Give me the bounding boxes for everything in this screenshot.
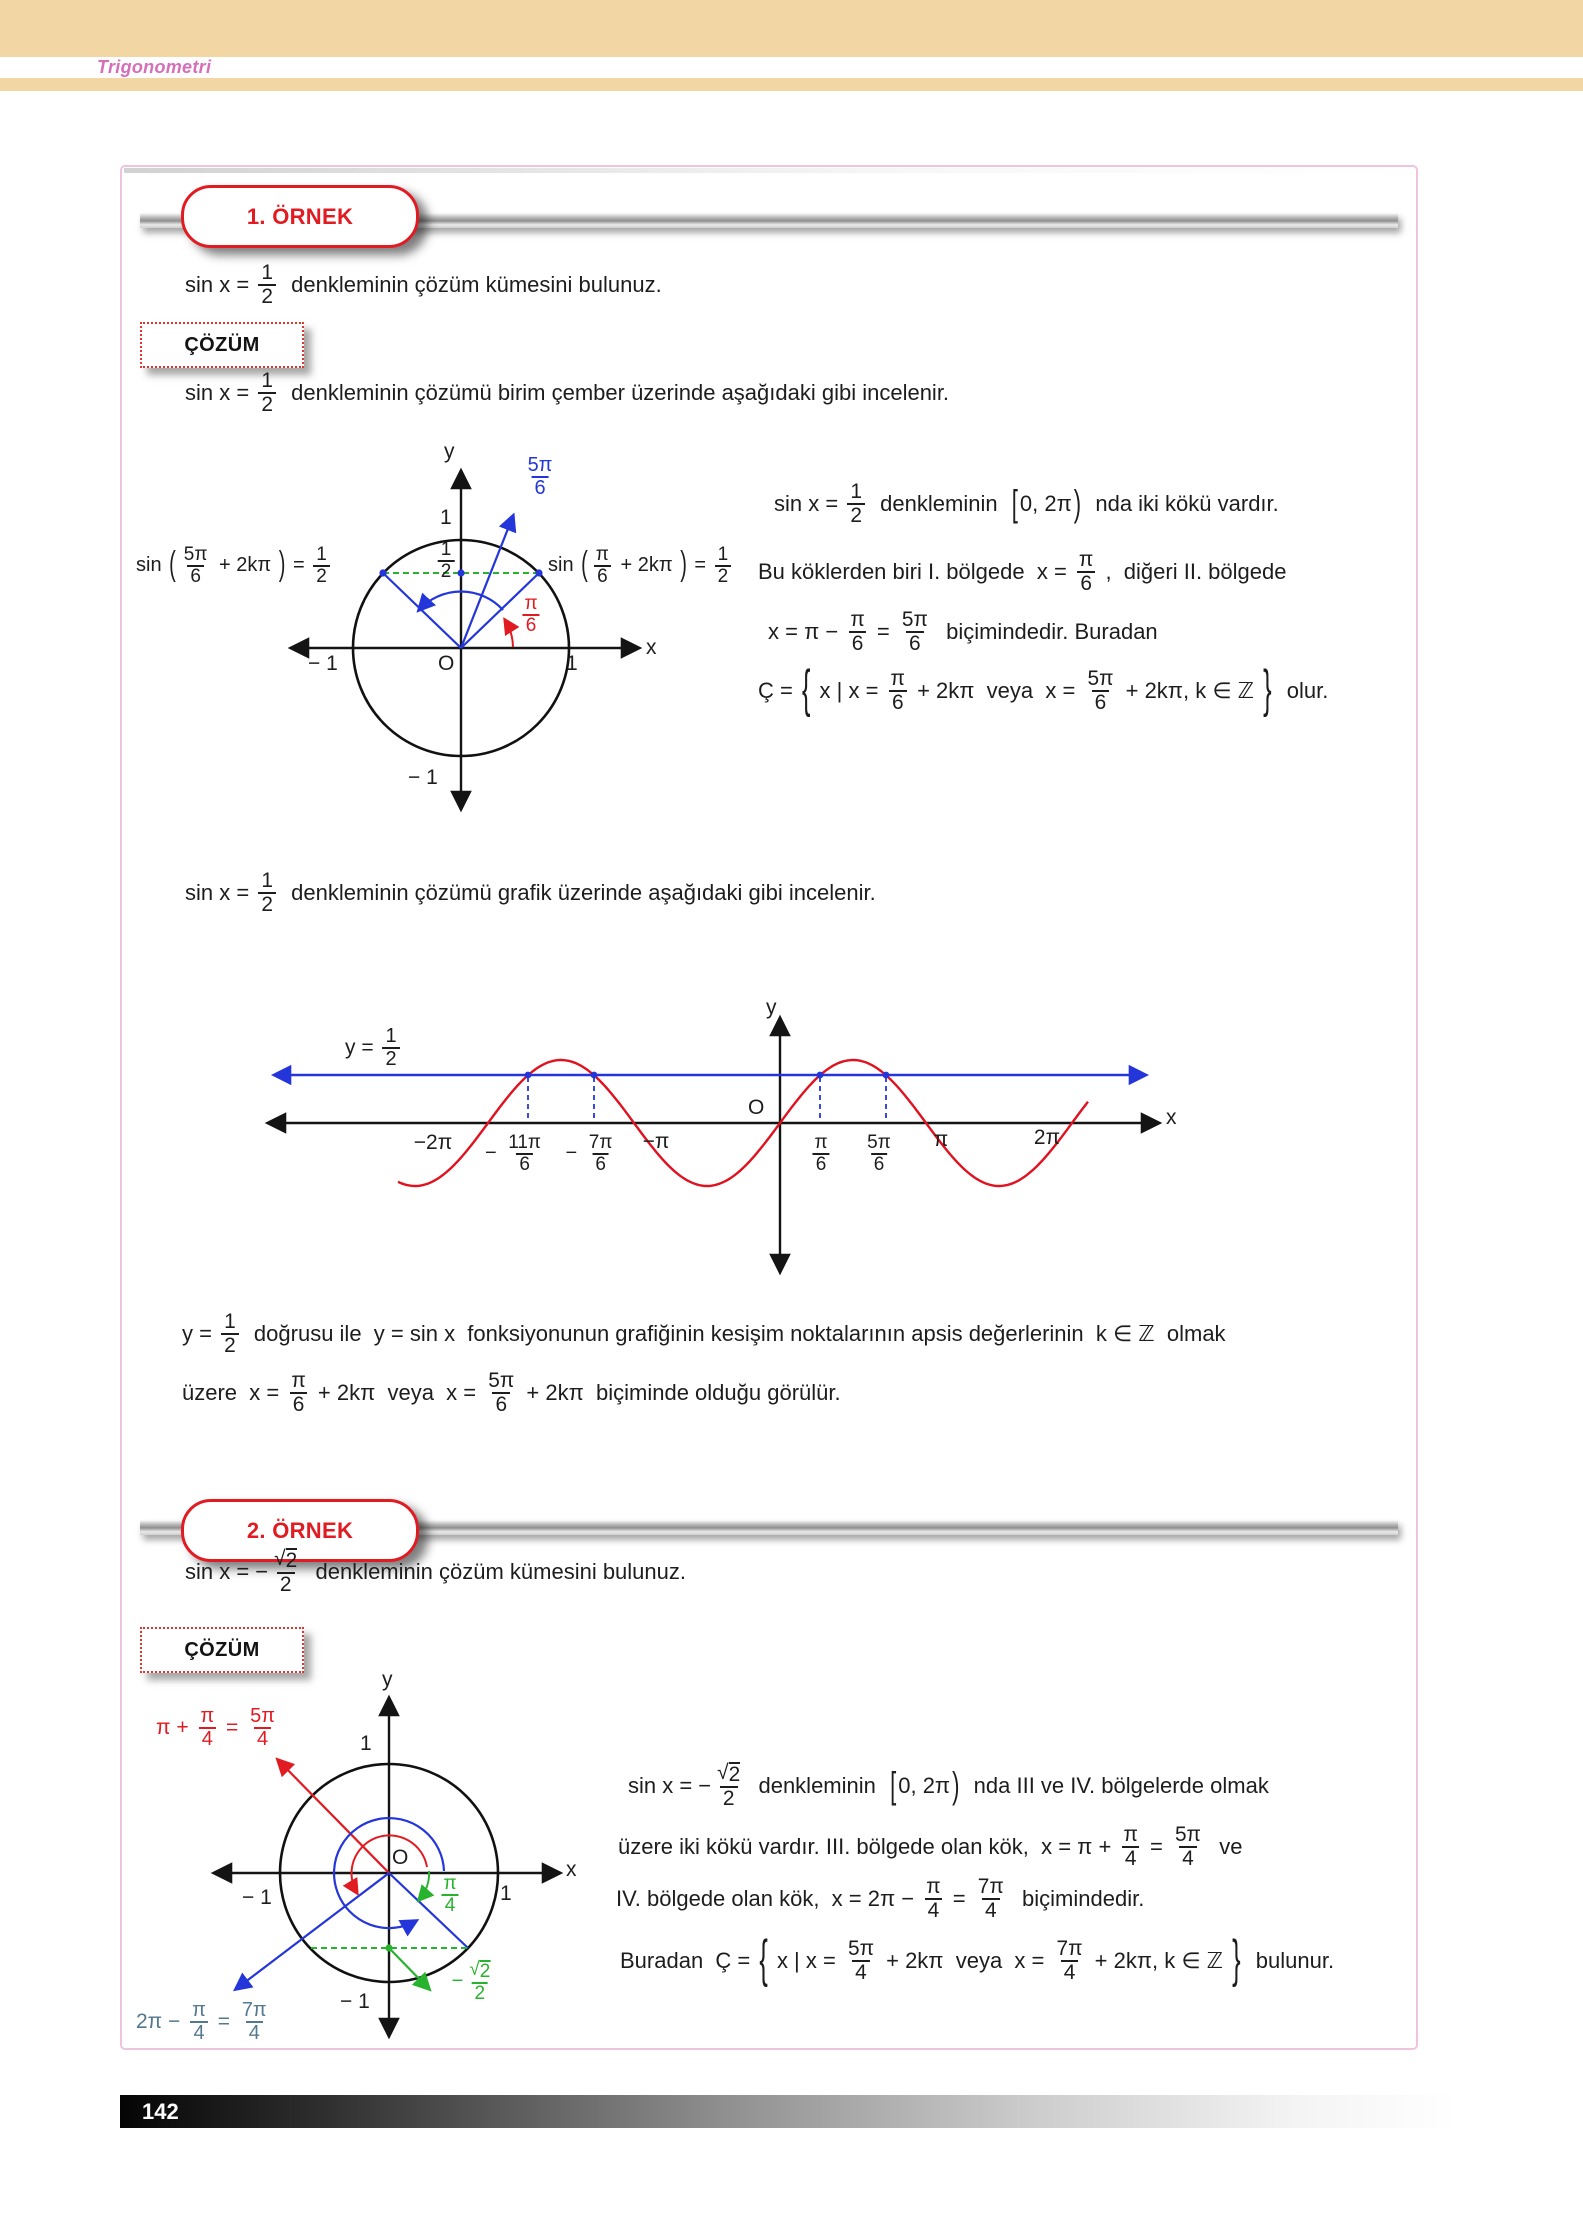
radius-5pi6 (383, 573, 461, 648)
example1-banner-label: 1. ÖRNEK (246, 203, 354, 229)
example1-banner (181, 185, 419, 248)
red-angle-arc-pi6 (505, 620, 513, 647)
header-strip (0, 57, 1583, 78)
graph-dot-m7pi6 (591, 1072, 598, 1079)
c2-x-axis-label: x (566, 1858, 577, 1881)
half-axis-dot (457, 569, 464, 576)
mid-paragraph-line2: üzere x = $\frac{\pi}{6}$ + 2kπ veya x = $\frac{5\pi}{6}$ + 2kπ biçiminde olduğu görülür. (182, 1369, 841, 1416)
c1-origin-label: O (438, 652, 455, 675)
c2-one-right-label: 1 (500, 1882, 512, 1905)
example1-cozum-box (140, 322, 304, 368)
graph-origin-label: O (748, 1096, 765, 1119)
c2-y-axis-label: y (382, 1668, 393, 1691)
ex2-right-line1: sin x = − √ 2 2 denkleminin [ 0, 2π ) nda III ve IV. bölgelerde olmak (628, 1761, 1269, 1810)
graph-tick-pi6: $\frac{\pi}{6}$ (814, 1132, 828, 1175)
example1-intro: sin x = $\frac{1}{2}$ denkleminin çözümü birim çember üzerinde aşağıdaki gibi incelenir. (185, 369, 950, 416)
c1-eq-left: sin ( $\frac{5\pi}{6}$ + 2kπ ) = $\frac{1}{2}$ (136, 545, 333, 587)
graph-dot-pi6 (817, 1072, 824, 1079)
page-number: 142 (142, 2098, 179, 2124)
intersection-dot-left (379, 569, 386, 576)
c2-7pi4-equation: 2π − $\frac{\pi}{4}$ = $\frac{7\pi}{4}$ (136, 1999, 267, 2044)
example2-banner-label: 2. ÖRNEK (246, 1517, 354, 1543)
graph-tick-2pi: 2π (1033, 1126, 1061, 1149)
graph-dot-5pi6 (883, 1072, 890, 1079)
ex2-right-line2: üzere iki kökü vardır. III. bölgede olan kök, x = π + $\frac{\pi}{4}$ = $\frac{5\pi}{4}$ ve (618, 1823, 1243, 1870)
c1-minus-one-bottom-label: − 1 (408, 766, 438, 789)
mid-paragraph-line1: y = $\frac{1}{2}$ doğrusu ile y = sin x fonksiyonunun grafiğinin kesişim noktalarının apsis değerlerinin k ∈ ℤ olmak (182, 1310, 1226, 1357)
example2-cozum-box (140, 1627, 304, 1673)
graph-tick-m11pi6: − $\frac{11\pi}{6}$ (484, 1132, 542, 1175)
example2-cozum-label: ÇÖZÜM (184, 1638, 260, 1661)
graph-y-axis-label: y (766, 996, 777, 1019)
graph-tick-pi: π (933, 1128, 949, 1151)
green-angle-arc-pi4 (419, 1871, 429, 1900)
graph-tick-5pi6: $\frac{5\pi}{6}$ (867, 1132, 891, 1175)
graph-tick-m2pi: −2π (413, 1131, 453, 1154)
ex1-right-line1: sin x = $\frac{1}{2}$ denkleminin [ 0, 2π ) nda iki kökü vardır. (774, 480, 1279, 527)
c2-5pi4-equation: π + $\frac{\pi}{4}$ = $\frac{5\pi}{4}$ (156, 1705, 275, 1750)
c2-minus-one-left-label: − 1 (242, 1886, 272, 1909)
c2-minus-one-bottom-label: − 1 (340, 1990, 370, 2013)
c1-minus-one-left-label: − 1 (308, 652, 338, 675)
graph-tick-m7pi6: − $\frac{7\pi}{6}$ (565, 1132, 613, 1175)
c2-neg-sqrt2-label: − √ 2 2 (451, 1959, 491, 2004)
c1-y-axis-label: y (444, 440, 455, 463)
ex2-right-line4: Buradan Ç = { x | x = $\frac{5\pi}{4}$ + 2kπ veya x = $\frac{7\pi}{4}$ + 2kπ, k ∈ ℤ } bulunur. (620, 1931, 1335, 1989)
c1-eq-right: sin ( $\frac{\pi}{6}$ + 2kπ ) = $\frac{1}{2}$ (548, 545, 734, 587)
c2-one-top-label: 1 (360, 1732, 372, 1755)
example1-graph-intro: sin x = $\frac{1}{2}$ denkleminin çözümü grafik üzerinde aşağıdaki gibi incelenir. (185, 869, 876, 916)
c1-one-top-label: 1 (440, 506, 452, 529)
c1-x-axis-label: x (646, 636, 657, 659)
example2-problem: sin x = − √ 2 2 denkleminin çözüm kümesini bulunuz. (185, 1547, 686, 1596)
ex1-right-line2: Bu köklerden biri I. bölgede x = $\frac{\pi}{6}$ , diğeri II. bölgede (758, 548, 1287, 595)
c1-half-label: $\frac{1}{2}$ (435, 540, 458, 582)
c1-pi6-label: $\frac{\pi}{6}$ (524, 593, 538, 636)
example1-cozum-label: ÇÖZÜM (184, 333, 260, 356)
graph-line-label: y = $\frac{1}{2}$ (345, 1026, 403, 1070)
ex2-right-line3: IV. bölgede olan kök, x = 2π − $\frac{\pi}{4}$ = $\frac{7\pi}{4}$ biçimindedir. (616, 1875, 1145, 1922)
c2-pi4-label: $\frac{\pi}{4}$ (443, 1873, 457, 1916)
page-number-bar (120, 2095, 1458, 2128)
c2-origin-label: O (392, 1846, 409, 1869)
graph-tick-mpi: −π (642, 1130, 670, 1153)
ex1-right-line4: Ç = { x | x = $\frac{\pi}{6}$ + 2kπ veya x = $\frac{5\pi}{6}$ + 2kπ, k ∈ ℤ } olur. (758, 661, 1329, 719)
graph-x-axis-label: x (1166, 1106, 1177, 1129)
example1-problem: sin x = $\frac{1}{2}$ denkleminin çözüm kümesini bulunuz. (185, 261, 662, 308)
arrow-5pi6-direction (461, 516, 513, 648)
ex1-right-line3: x = π − $\frac{\pi}{6}$ = $\frac{5\pi}{6}$ biçimindedir. Buradan (768, 608, 1158, 655)
c1-5pi6-label: $\frac{5\pi}{6}$ (527, 454, 553, 499)
graph-dot-m11pi6 (525, 1072, 532, 1079)
intersection-dot-right (535, 569, 542, 576)
header-band-top (0, 0, 1583, 57)
header-band-bottom (0, 78, 1583, 91)
unit-circle-figure-1 (250, 440, 680, 850)
c1-one-right-label: 1 (566, 652, 578, 675)
chapter-title: Trigonometri (97, 56, 212, 77)
content-top-shade (124, 168, 1408, 173)
